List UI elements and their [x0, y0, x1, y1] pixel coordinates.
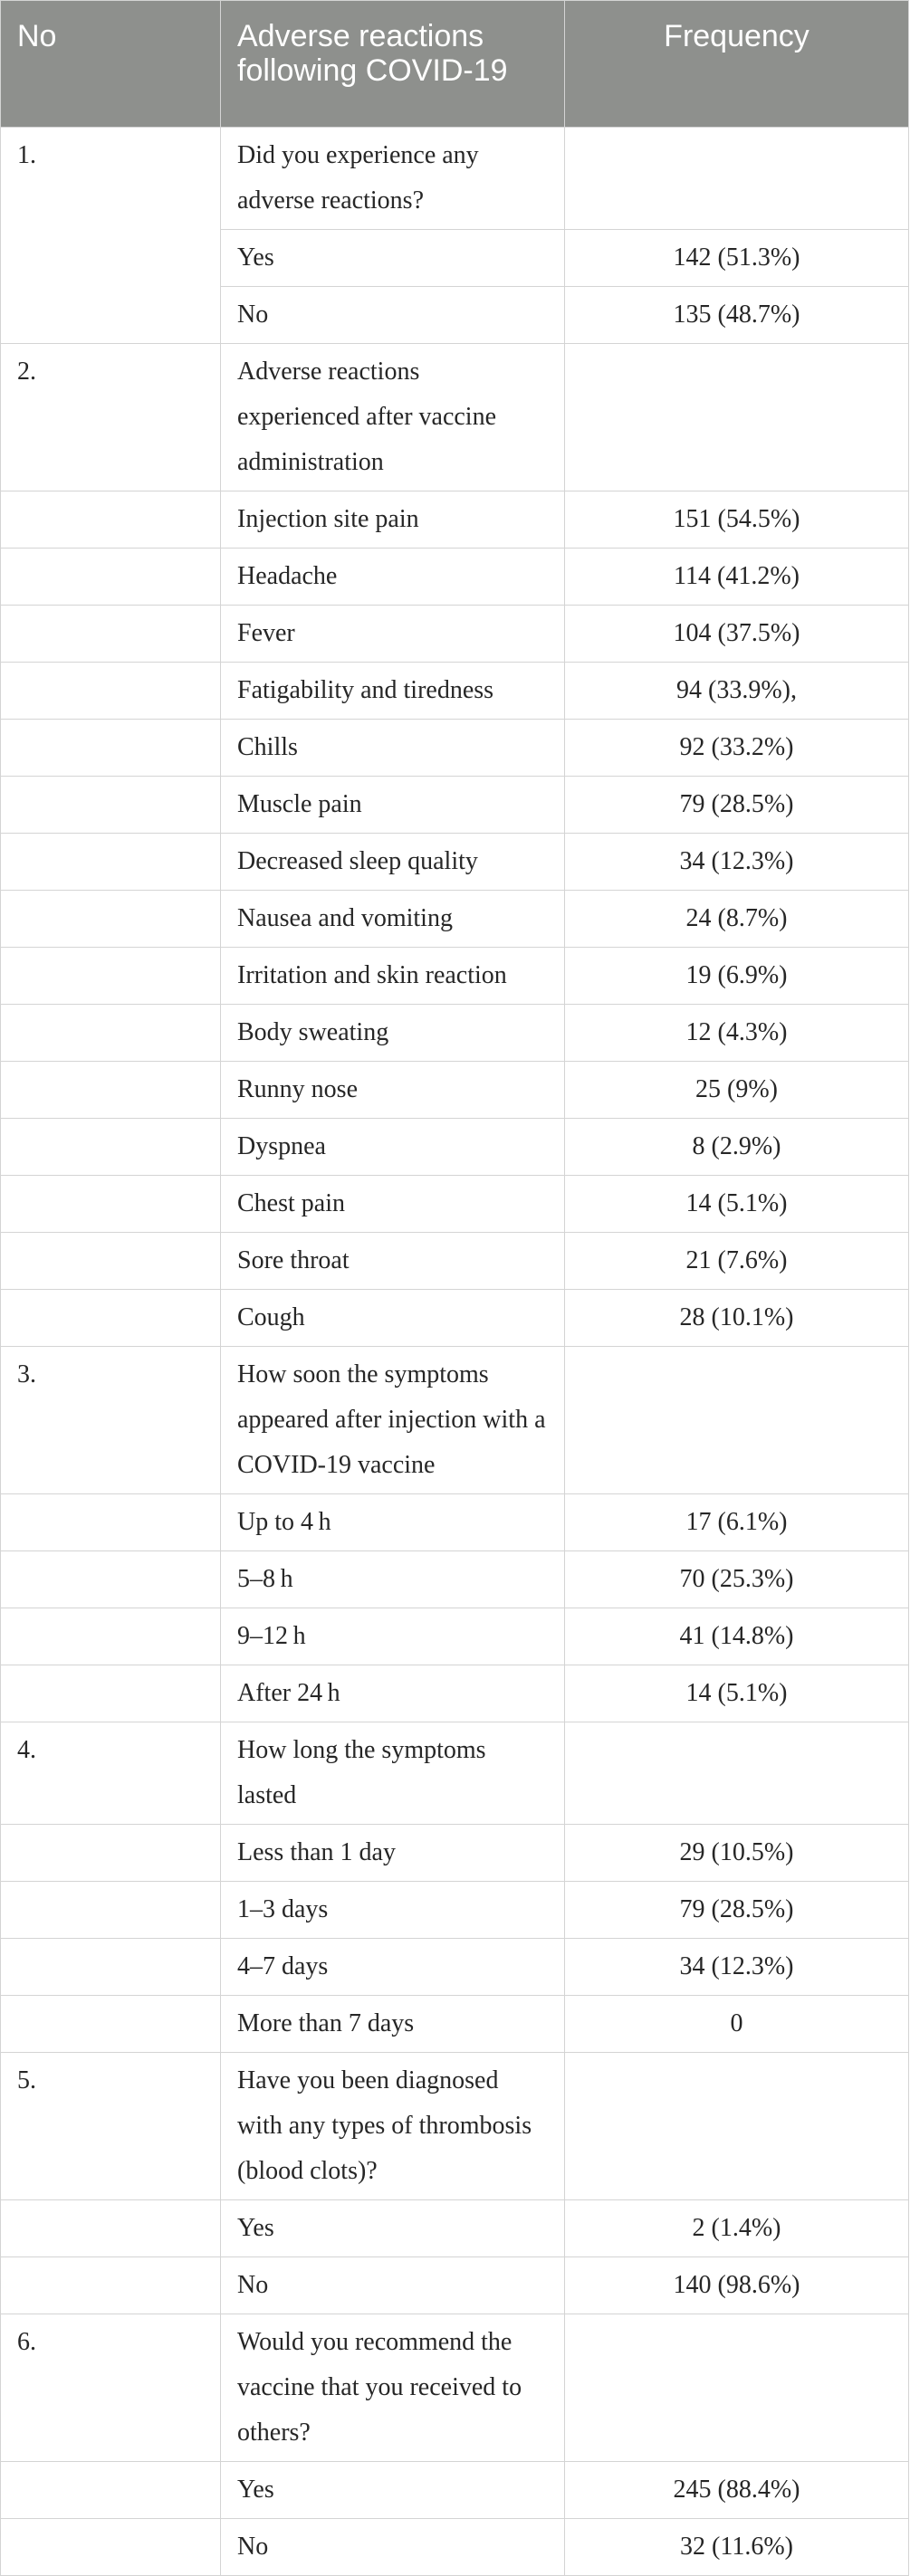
table-row: [1, 1233, 909, 1290]
header-no: No: [1, 1, 221, 128]
header-adverse-reactions: Adverse reactions following COVID-19: [221, 1, 565, 128]
frequency-value: 12 (4.3%): [565, 1005, 909, 1062]
frequency-value: 104 (37.5%): [565, 606, 909, 663]
row-number: 1.: [1, 128, 221, 344]
table-row: [1, 663, 909, 720]
frequency-value: 8 (2.9%): [565, 1119, 909, 1176]
frequency-value: 34 (12.3%): [565, 1939, 909, 1996]
frequency-value: [565, 2053, 909, 2200]
row-number: [1, 1825, 221, 1882]
table-row: [1, 1939, 909, 1996]
table-row: [1, 1825, 909, 1882]
frequency-value: [565, 344, 909, 491]
row-number: 2.: [1, 344, 221, 491]
row-number: [1, 1494, 221, 1551]
frequency-value: 17 (6.1%): [565, 1494, 909, 1551]
frequency-value: 114 (41.2%): [565, 549, 909, 606]
question-label: Would you recommend the vaccine that you received to others?: [221, 2314, 565, 2462]
row-number: [1, 1290, 221, 1347]
row-number: [1, 2257, 221, 2314]
table-row: [1, 1551, 909, 1608]
frequency-value: 19 (6.9%): [565, 948, 909, 1005]
row-number: [1, 1665, 221, 1722]
row-number: [1, 663, 221, 720]
row-number: 3.: [1, 1347, 221, 1494]
frequency-value: [565, 1347, 909, 1494]
question-label: How soon the symptoms appeared after injection with a COVID-19 vaccine: [221, 1347, 565, 1494]
table-row: [1, 2200, 909, 2257]
table-row: [1, 1005, 909, 1062]
table-row: [1, 2257, 909, 2314]
table-row: [1, 777, 909, 834]
answer-label: Headache: [221, 549, 565, 606]
table-row: [1, 549, 909, 606]
frequency-value: 2 (1.4%): [565, 2200, 909, 2257]
header-row: [1, 1, 909, 128]
answer-label: Injection site pain: [221, 491, 565, 549]
frequency-value: 0: [565, 1996, 909, 2053]
answer-label: After 24 h: [221, 1665, 565, 1722]
header-frequency: Frequency: [565, 1, 909, 128]
row-number: [1, 720, 221, 777]
answer-label: 5–8 h: [221, 1551, 565, 1608]
row-number: [1, 2200, 221, 2257]
row-number: [1, 1939, 221, 1996]
table-row: [1, 1882, 909, 1939]
table-row: [1, 491, 909, 549]
table-body: [1, 128, 909, 2576]
row-number: [1, 1551, 221, 1608]
answer-label: Fatigability and tiredness: [221, 663, 565, 720]
frequency-value: 151 (54.5%): [565, 491, 909, 549]
row-number: [1, 777, 221, 834]
answer-label: Muscle pain: [221, 777, 565, 834]
table-row: [1, 2519, 909, 2576]
frequency-value: 245 (88.4%): [565, 2462, 909, 2519]
table-row: [1, 720, 909, 777]
answer-label: Runny nose: [221, 1062, 565, 1119]
frequency-value: 41 (14.8%): [565, 1608, 909, 1665]
row-number: [1, 948, 221, 1005]
table-row: [1, 834, 909, 891]
table-row: [1, 1494, 909, 1551]
question-label: Have you been diagnosed with any types of thrombosis (blood clots)?: [221, 2053, 565, 2200]
question-label: Did you experience any adverse reactions?: [221, 128, 565, 230]
frequency-value: 79 (28.5%): [565, 1882, 909, 1939]
table-row: [1, 1996, 909, 2053]
row-number: 4.: [1, 1722, 221, 1825]
answer-label: 1–3 days: [221, 1882, 565, 1939]
answer-label: Decreased sleep quality: [221, 834, 565, 891]
frequency-value: 70 (25.3%): [565, 1551, 909, 1608]
answer-label: Chest pain: [221, 1176, 565, 1233]
row-number: 5.: [1, 2053, 221, 2200]
frequency-value: [565, 2314, 909, 2462]
row-number: [1, 1005, 221, 1062]
row-number: [1, 549, 221, 606]
frequency-value: 29 (10.5%): [565, 1825, 909, 1882]
frequency-value: 14 (5.1%): [565, 1176, 909, 1233]
table-row: [1, 606, 909, 663]
answer-label: Irritation and skin reaction: [221, 948, 565, 1005]
row-number: [1, 2462, 221, 2519]
row-number: [1, 891, 221, 948]
question-label: Adverse reactions experienced after vaccine administration: [221, 344, 565, 491]
row-number: [1, 491, 221, 549]
answer-label: Nausea and vomiting: [221, 891, 565, 948]
answer-label: No: [221, 287, 565, 344]
answer-label: Fever: [221, 606, 565, 663]
row-number: [1, 2519, 221, 2576]
row-number: [1, 1176, 221, 1233]
answer-label: Sore throat: [221, 1233, 565, 1290]
answer-label: 9–12 h: [221, 1608, 565, 1665]
row-number: [1, 1119, 221, 1176]
row-number: [1, 1608, 221, 1665]
answer-label: No: [221, 2519, 565, 2576]
frequency-value: [565, 1722, 909, 1825]
frequency-value: 21 (7.6%): [565, 1233, 909, 1290]
row-number: [1, 1062, 221, 1119]
answer-label: Yes: [221, 230, 565, 287]
answer-label: Body sweating: [221, 1005, 565, 1062]
answer-label: Dyspnea: [221, 1119, 565, 1176]
frequency-value: 94 (33.9%),: [565, 663, 909, 720]
answer-label: No: [221, 2257, 565, 2314]
row-number: [1, 1996, 221, 2053]
answer-label: Less than 1 day: [221, 1825, 565, 1882]
answer-label: Cough: [221, 1290, 565, 1347]
table-row: [1, 891, 909, 948]
table-header: [1, 1, 909, 128]
frequency-value: 135 (48.7%): [565, 287, 909, 344]
question-row: [1, 1722, 909, 1825]
row-number: [1, 1882, 221, 1939]
table-row: [1, 1062, 909, 1119]
frequency-value: 92 (33.2%): [565, 720, 909, 777]
frequency-value: [565, 128, 909, 230]
question-row: [1, 128, 909, 230]
answer-label: 4–7 days: [221, 1939, 565, 1996]
answer-label: Chills: [221, 720, 565, 777]
table-row: [1, 1119, 909, 1176]
table-row: [1, 1290, 909, 1347]
frequency-value: 140 (98.6%): [565, 2257, 909, 2314]
frequency-value: 79 (28.5%): [565, 777, 909, 834]
question-row: [1, 2053, 909, 2200]
frequency-value: 32 (11.6%): [565, 2519, 909, 2576]
answer-label: More than 7 days: [221, 1996, 565, 2053]
frequency-value: 14 (5.1%): [565, 1665, 909, 1722]
answer-label: Yes: [221, 2462, 565, 2519]
frequency-value: 28 (10.1%): [565, 1290, 909, 1347]
frequency-value: 24 (8.7%): [565, 891, 909, 948]
row-number: 6.: [1, 2314, 221, 2462]
table-row: [1, 1176, 909, 1233]
question-label: How long the symptoms lasted: [221, 1722, 565, 1825]
table-row: [1, 1665, 909, 1722]
question-row: [1, 2314, 909, 2462]
table-row: [1, 948, 909, 1005]
row-number: [1, 1233, 221, 1290]
answer-label: Yes: [221, 2200, 565, 2257]
frequency-value: 25 (9%): [565, 1062, 909, 1119]
frequency-value: 34 (12.3%): [565, 834, 909, 891]
question-row: [1, 1347, 909, 1494]
table-row: [1, 1608, 909, 1665]
row-number: [1, 606, 221, 663]
answer-label: Up to 4 h: [221, 1494, 565, 1551]
frequency-value: 142 (51.3%): [565, 230, 909, 287]
question-row: [1, 344, 909, 491]
table-row: [1, 2462, 909, 2519]
row-number: [1, 834, 221, 891]
